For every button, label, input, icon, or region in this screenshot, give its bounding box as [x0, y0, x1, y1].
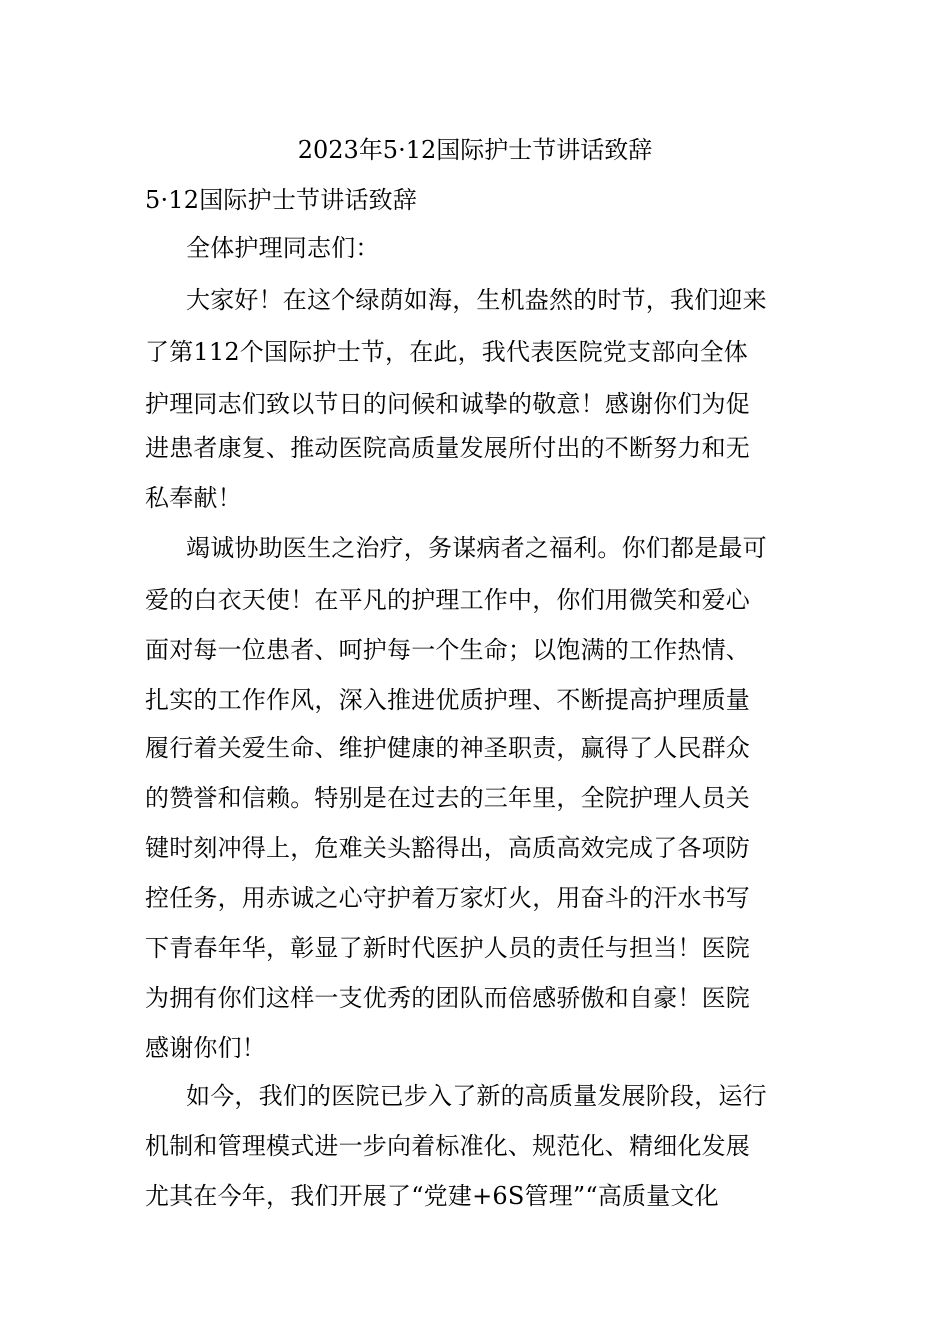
- paragraph-2-line: 为拥有你们这样一支优秀的团队而倍感骄傲和自豪！医院: [145, 984, 750, 1012]
- salutation: 全体护理同志们：: [186, 234, 380, 262]
- paragraph-3-line: 机制和管理模式进一步向着标准化、规范化、精细化发展: [145, 1132, 750, 1160]
- paragraph-1-line: 护理同志们致以节日的问候和诚挚的敬意！感谢你们为促: [145, 390, 750, 418]
- paragraph-2-line: 履行着关爱生命、维护健康的神圣职责，赢得了人民群众: [145, 734, 750, 762]
- paragraph-2-line: 面对每一位患者、呵护每一个生命；以饱满的工作热情、: [145, 636, 750, 664]
- paragraph-2-line: 控任务，用赤诚之心守护着万家灯火，用奋斗的汗水书写: [145, 884, 750, 912]
- paragraph-1-line: 大家好！在这个绿荫如海，生机盎然的时节，我们迎来: [186, 286, 767, 314]
- paragraph-3-line: 尤其在今年，我们开展了“党建+6S管理”“高质量文化: [145, 1182, 719, 1210]
- paragraph-1-line: 进患者康复、推动医院高质量发展所付出的不断努力和无: [145, 434, 750, 462]
- paragraph-3-line: 如今，我们的医院已步入了新的高质量发展阶段，运行: [186, 1082, 767, 1110]
- document-title: 2023年5·12国际护士节讲话致辞: [297, 136, 653, 164]
- paragraph-2-line: 的赞誉和信赖。特别是在过去的三年里，全院护理人员关: [145, 784, 750, 812]
- paragraph-2-line: 感谢你们！: [145, 1034, 266, 1062]
- document-subtitle: 5·12国际护士节讲话致辞: [145, 186, 418, 214]
- paragraph-1-line: 私奉献！: [145, 484, 242, 512]
- paragraph-2-line: 扎实的工作作风，深入推进优质护理、不断提高护理质量: [145, 686, 750, 714]
- paragraph-1-line: 了第112个国际护士节，在此，我代表医院党支部向全体: [145, 338, 749, 366]
- paragraph-2-line: 竭诚协助医生之治疗，务谋病者之福利。你们都是最可: [186, 534, 767, 562]
- paragraph-2-line: 键时刻冲得上，危难关头豁得出，高质高效完成了各项防: [145, 834, 750, 862]
- paragraph-2-line: 爱的白衣天使！在平凡的护理工作中，你们用微笑和爱心: [145, 586, 750, 614]
- paragraph-2-line: 下青春年华，彰显了新时代医护人员的责任与担当！医院: [145, 934, 750, 962]
